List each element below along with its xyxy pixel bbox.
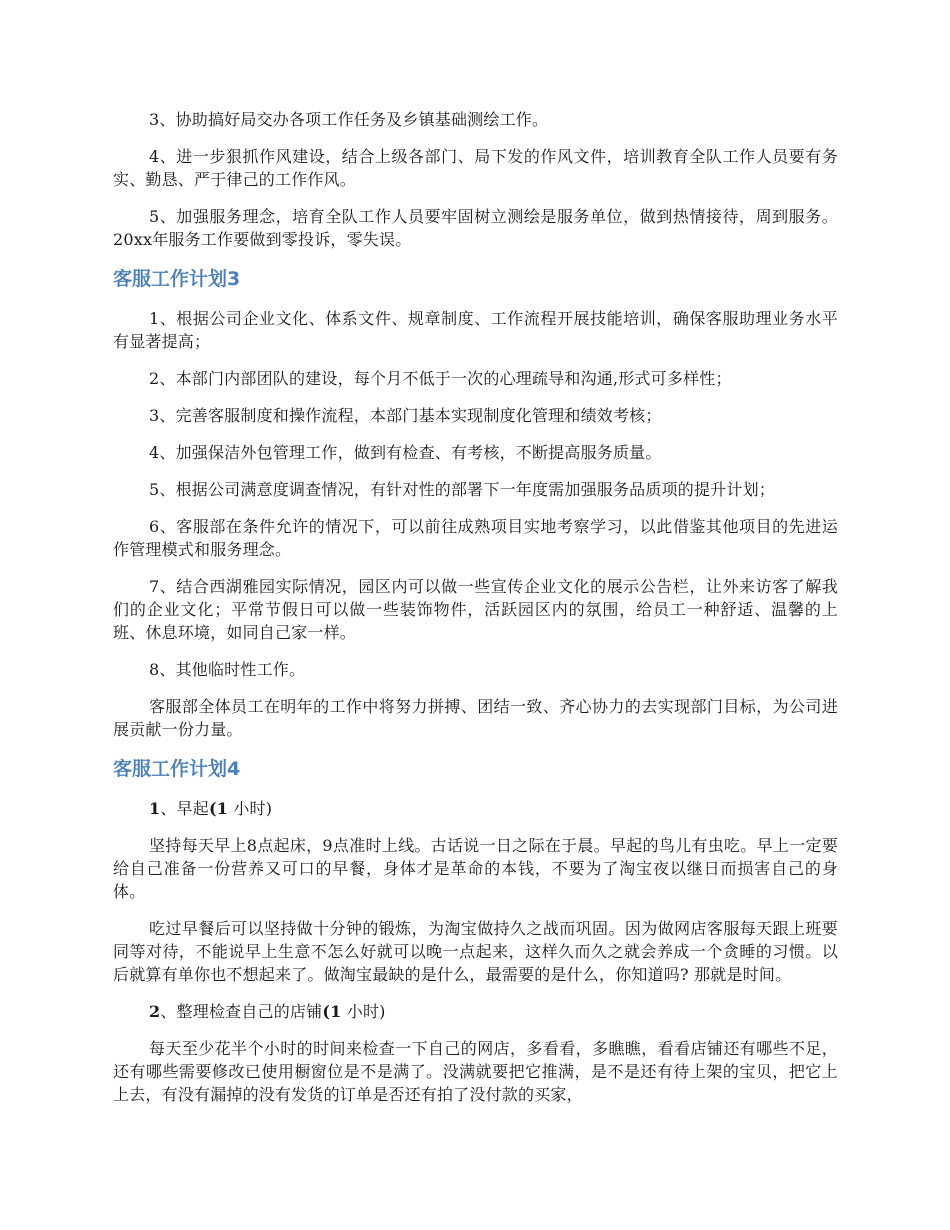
- subheading-text: 、整理检查自己的店铺: [160, 1002, 323, 1021]
- subheading-number: 2: [149, 1002, 161, 1021]
- closing-paragraph: 客服部全体员工在明年的工作中将努力拼搏、团结一致、齐心协力的去实现部门目标，为公司进展贡献一份力量。: [113, 697, 838, 739]
- list-item: 4、加强保洁外包管理工作，做到有检查、有考核，不断提高服务质量。: [149, 443, 662, 462]
- document-body: [113, 108, 838, 1120]
- paragraph: 5、加强服务理念，培育全队工作人员要牢固树立测绘是服务单位，做到热情接待，周到服务。20xx年服务工作要做到零投诉，零失误。: [113, 207, 838, 249]
- subheading: [113, 797, 838, 820]
- subheading-paren: (1: [208, 799, 229, 818]
- subheading-paren: (1: [322, 1002, 342, 1021]
- paragraph: 3、协助搞好局交办各项工作任务及乡镇基础测绘工作。: [149, 110, 549, 129]
- list-item: 2、本部门内部团队的建设，每个月不低于一次的心理疏导和沟通,形式可多样性；: [149, 369, 732, 388]
- list-item: 7、结合西湖雅园实际情况，园区内可以做一些宣传企业文化的展示公告栏，让外来访客了解我们的企业文化；平常节假日可以做一些装饰物件，活跃园区内的氛围，给员工一种舒适、温馨的上班、休息环境，如同自己家一样。: [113, 577, 838, 642]
- subheading-duration: 小时): [228, 799, 273, 818]
- list-item: 5、根据公司满意度调查情况，有针对性的部署下一年度需加强服务品质项的提升计划；: [149, 480, 775, 499]
- subheading: [113, 1000, 838, 1023]
- list-item: 6、客服部在条件允许的情况下，可以前往成熟项目实地考察学习，以此借鉴其他项目的先进运作管理模式和服务理念。: [113, 517, 838, 559]
- paragraph: 坚持每天早上8点起床，9点准时上线。古话说一日之际在于晨。早起的鸟儿有虫吃。早上一定要给自己准备一份营养又可口的早餐，身体才是革命的本钱，不要为了淘宝夜以继日而损害自己的身体。: [113, 836, 838, 901]
- list-item: 8、其他临时性工作。: [149, 660, 306, 679]
- paragraph: 吃过早餐后可以坚持做十分钟的锻炼，为淘宝做持久之战而巩固。因为做网店客服每天跟上班要同等对待，不能说早上生意不怎么好就可以晚一点起来，这样久而久之就会养成一个贪睡的习惯。以后就算有单你也不想起来了。做淘宝最缺的是什么，最需要的是什么，你知道吗? 那就是时间。: [113, 919, 838, 984]
- section-heading: 客服工作计划3: [113, 268, 241, 290]
- list-item: 3、完善客服制度和操作流程，本部门基本实现制度化管理和绩效考核；: [149, 406, 662, 425]
- subheading-number: 1: [149, 799, 161, 818]
- subheading-text: 、早起: [160, 799, 209, 818]
- section-heading: 客服工作计划4: [113, 758, 241, 780]
- paragraph: 每天至少花半个小时的时间来检查一下自己的网店，多看看，多瞧瞧，看看店铺还有哪些不足，还有哪些需要修改已使用橱窗位是不是满了。没满就要把它推满，是不是还有待上架的宝贝，把它上上去，有没有漏掉的没有发货的订单是否还有拍了没付款的买家，: [113, 1039, 838, 1104]
- paragraph: 4、进一步狠抓作风建设，结合上级各部门、局下发的作风文件，培训教育全队工作人员要有务实、勤恳、严于律己的工作作风。: [113, 147, 838, 189]
- subheading-duration: 小时): [341, 1002, 386, 1021]
- list-item: 1、根据公司企业文化、体系文件、规章制度、工作流程开展技能培训，确保客服助理业务水平有显著提高；: [113, 309, 838, 351]
